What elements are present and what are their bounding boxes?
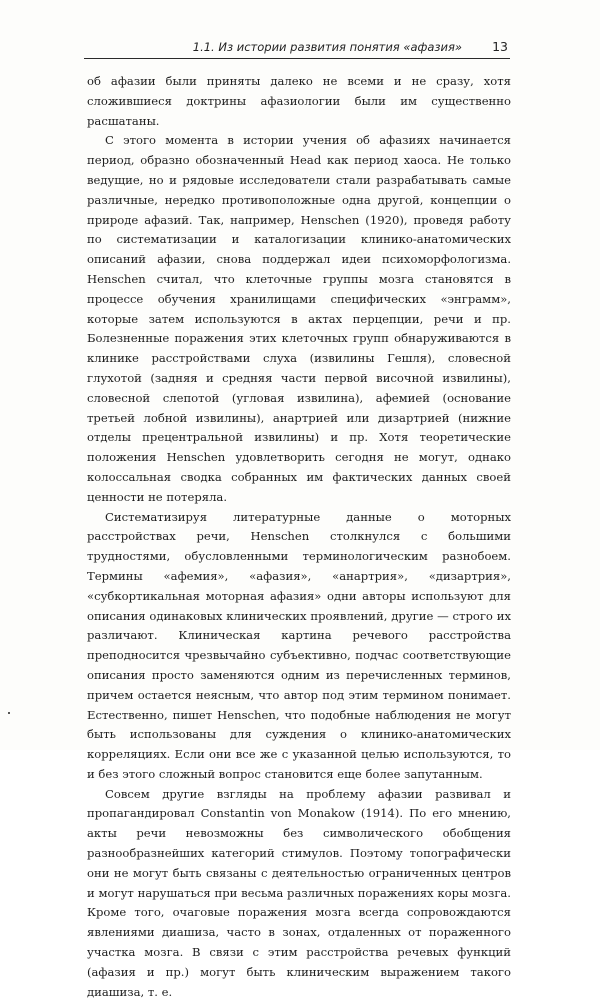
- page-header: [84, 36, 510, 59]
- running-head: 1.1. Из истории развития понятия «афазия»: [192, 40, 462, 54]
- paragraph-continuation: об афазии были приняты далеко не всеми и не сразу, хотя сложившиеся доктрины афазиологии были им существенно расшатаны.: [87, 74, 511, 128]
- page-number: 13: [492, 39, 508, 54]
- scan-speck: [8, 712, 10, 714]
- paragraph-henschen-terminology: Систематизируя литературные данные о моторных расстройствах речи, Henschen столкнулся с большими трудностями, обусловленными терминологическим разнобоем. Термины «афемия», «афазия», «анартрия», «дизартрия», «субкортикальная моторная афазия» одни авторы используют для описания одинаковых клинических проявлений, другие — строго их различают. Клиническая картина речевого расстройства преподносится чрезвычайно субъективно, подчас соответствующие описания просто заменяются одним из перечисленных терминов, причем остается неясным, что автор под этим термином понимает. Естественно, пишет Henschen, что подобные наблюдения не могут быть использованы для суждения о клинико-анатомических корреляциях. Если они все же с указанной целью используются, то и без этого сложный вопрос становится еще более запутанным.: [87, 509, 511, 781]
- page-body: [87, 72, 511, 1002]
- paragraph-head-chaos: С этого момента в истории учения об афазиях начинается период, образно обозначенный Head как период хаоса. Не только ведущие, но и рядовые исследователи стали разрабатывать самые различные, нередко противоположные одна другой, концепции о природе афазий. Так, например, Henschen (1920), проведя работу по систематизации и каталогизации клинико-анатомических описаний афазии, снова поддержал идеи психоморфологизма. Henschen считал, что клеточные группы мозга становятся в процессе обучения хранилищами специфических «энграмм», которые затем используются в актах перцепции, речи и пр. Болезненные поражения этих клеточных групп обнаруживаются в клинике расстройствами слуха (извилины Гешля), словесной глухотой (задняя и средняя части первой височной извилины), словесной слепотой (угловая извилина), афемией (основание третьей лобной извилины), анартрией или дизартрией (нижние отделы прецентральной извилины) и пр. Хотя теоретические положения Henschen удовлетворить сегодня не могут, однако колоссальная сводка собранных им фактических данных своей ценности не потеряла.: [87, 133, 511, 504]
- paragraph-von-monakow: Совсем другие взгляды на проблему афазии развивал и пропагандировал Constantin von Monakow (1914). По его мнению, акты речи невозможны без символического обобщения разнообразнейших категорий стимулов. Поэтому топографически они не могут быть связаны с деятельностью ограниченных центров и могут нарушаться при весьма различных поражениях коры мозга. Кроме того, очаговые поражения мозга всегда сопровождаются явлениями диашиза, часто в зонах, отдаленных от пораженного участка мозга. В связи с этим расстройства речевых функций (афазия и пр.) могут быть клиническим выражением такого диашиза, т. е.: [87, 786, 511, 999]
